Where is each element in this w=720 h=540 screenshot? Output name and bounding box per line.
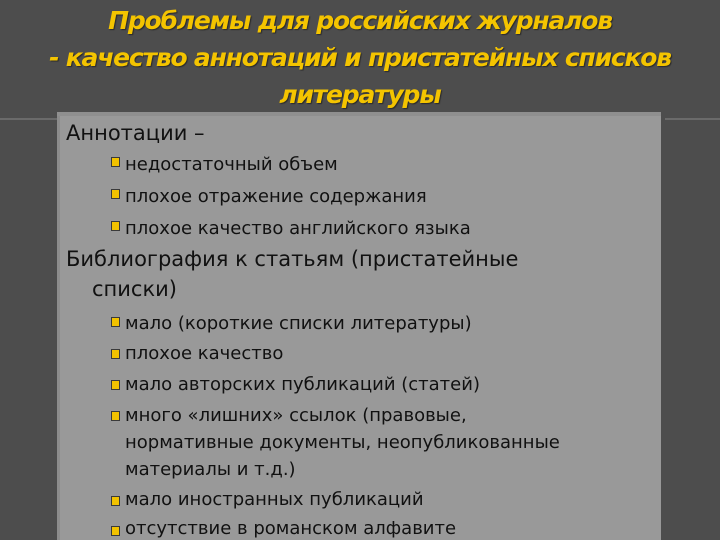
bullet-icon — [111, 380, 120, 390]
list-item: мало (короткие списки литературы) — [125, 313, 472, 334]
slide-title — [0, 2, 720, 113]
bullet-icon — [111, 349, 120, 359]
bullet-icon — [111, 496, 120, 506]
list-item: плохое качество английского языка — [125, 218, 471, 239]
list-item: плохое качество — [125, 343, 284, 364]
bullet-icon — [111, 189, 120, 199]
panel-edge — [57, 116, 60, 540]
title-line-1: Проблемы для российских журналов — [108, 6, 612, 35]
bullet-icon — [111, 526, 120, 536]
section-heading-bibliography-cont: списки) — [92, 277, 177, 301]
divider-left — [0, 118, 62, 120]
list-item-continuation: материалы и т.д.) — [125, 459, 296, 480]
section-heading-annotations: Аннотации – — [66, 121, 205, 145]
list-item: недостаточный объем — [125, 154, 338, 175]
bullet-icon — [111, 221, 120, 231]
bullet-icon — [111, 317, 120, 327]
section-heading-bibliography: Библиография к статьям (пристатейные — [66, 247, 519, 271]
list-item: мало иностранных публикаций — [125, 489, 424, 510]
list-item: отсутствие в романском алфавите — [125, 518, 457, 539]
title-line-3: литературы — [279, 80, 441, 109]
list-item-continuation: нормативные документы, неопубликованные — [125, 432, 560, 453]
list-item: плохое отражение содержания — [125, 186, 427, 207]
divider-right — [665, 118, 720, 120]
list-item: мало авторских публикаций (статей) — [125, 374, 480, 395]
panel-top-strip — [57, 112, 661, 116]
bullet-icon — [111, 411, 120, 421]
list-item: много «лишних» ссылок (правовые, — [125, 405, 467, 426]
title-line-2: - качество аннотаций и пристатейных списков — [49, 43, 671, 72]
bullet-icon — [111, 157, 120, 167]
